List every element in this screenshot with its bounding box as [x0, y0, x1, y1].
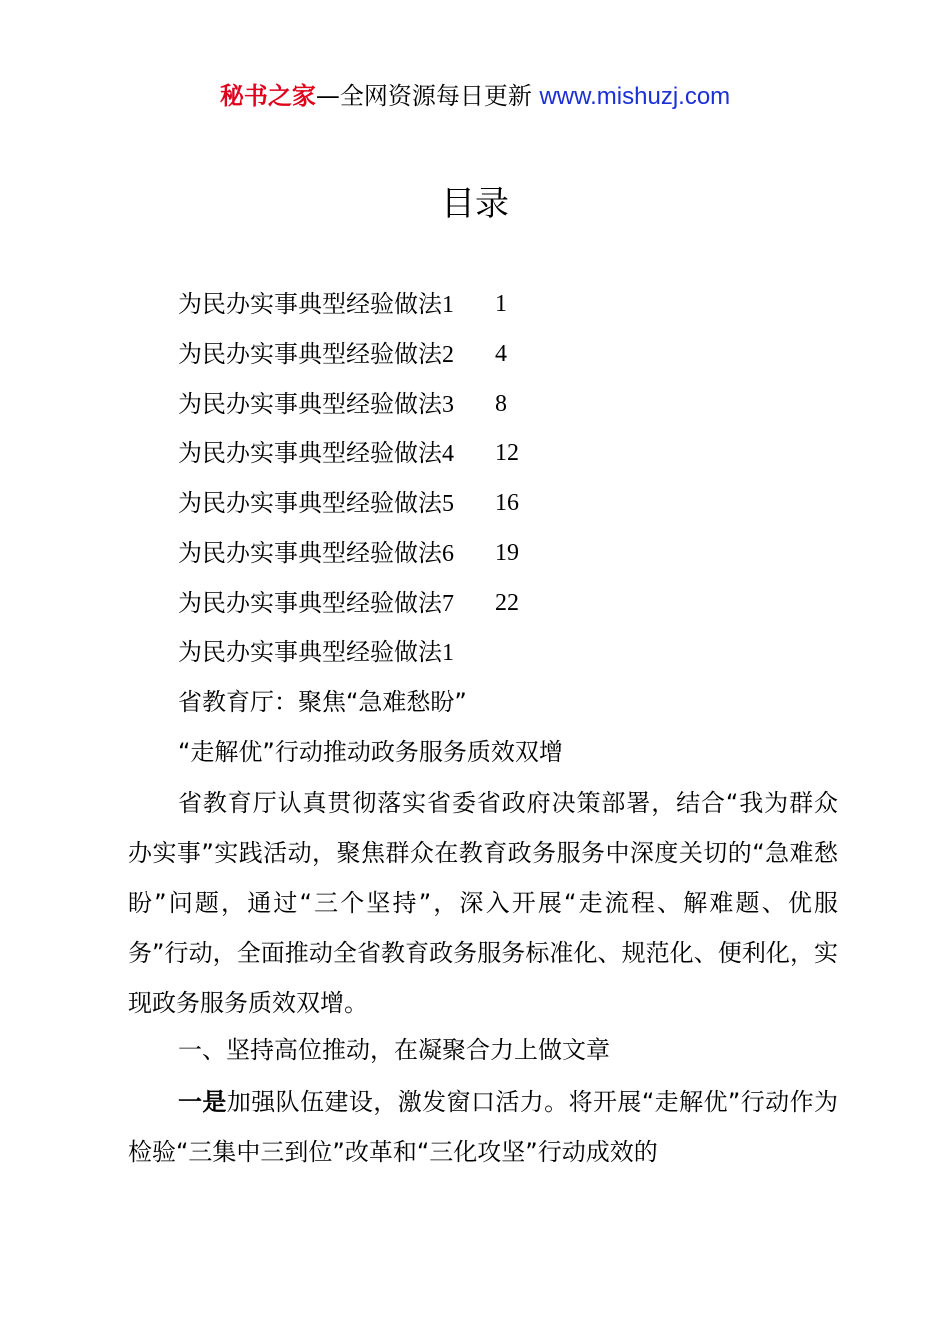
toc-entry-label: 为民办实事典型经验做法 — [178, 339, 442, 368]
toc-entry[interactable] — [178, 431, 519, 481]
toc-entry-number: 6 — [442, 540, 454, 567]
toc-entry-page: 19 — [495, 539, 519, 566]
toc-entry-page: 4 — [495, 340, 507, 367]
article-title-line-2: “走解优”行动推动政务服务质效双增 — [178, 737, 563, 766]
site-header — [0, 80, 950, 113]
toc-entry[interactable] — [178, 332, 507, 382]
toc-entry-number: 2 — [442, 341, 454, 368]
article-body — [128, 630, 838, 1178]
toc-entry-number: 4 — [442, 441, 454, 468]
toc-entry-label: 为民办实事典型经验做法 — [178, 588, 442, 617]
site-url-link[interactable]: www.mishuzj.com — [539, 83, 731, 110]
toc-entry[interactable] — [178, 481, 519, 531]
article-heading-label: 为民办实事典型经验做法 — [178, 638, 442, 666]
brand-name: 秘书之家 — [219, 82, 316, 110]
toc-entry-label: 为民办实事典型经验做法 — [178, 489, 442, 518]
table-of-contents — [178, 282, 519, 631]
point-paragraph — [128, 1078, 838, 1178]
toc-entry[interactable] — [178, 282, 507, 332]
intro-paragraph: 省教育厅认真贯彻落实省委省政府决策部署，结合“我为群众办实事”实践活动，聚焦群众在教育政务服务中深度关切的“急难愁盼”问题，通过“三个坚持”，深入开展“走流程、解难题、优服务”行动，全面推动全省教育政务服务标准化、规范化、便利化，实现政务服务质效双增。 — [128, 789, 838, 1017]
toc-entry-label: 为民办实事典型经验做法 — [178, 389, 442, 418]
toc-entry-number: 7 — [442, 590, 454, 617]
toc-entry[interactable] — [178, 531, 519, 581]
article-heading-number: 1 — [442, 640, 454, 666]
header-tagline: —全网资源每日更新 — [315, 82, 532, 110]
point-text: 加强队伍建设，激发窗口活力。将开展“走解优”行动作为检验“三集中三到位”改革和“三化攻坚”行动成效的 — [128, 1088, 838, 1166]
toc-entry[interactable] — [178, 581, 519, 631]
toc-entry-number: 1 — [442, 292, 454, 318]
toc-entry-page: 8 — [495, 390, 507, 417]
toc-entry-label: 为民办实事典型经验做法 — [178, 439, 442, 468]
section-heading: 一、坚持高位推动，在凝聚合力上做文章 — [178, 1036, 610, 1065]
toc-entry-number: 3 — [442, 391, 454, 418]
toc-entry-label: 为民办实事典型经验做法 — [178, 290, 442, 318]
toc-entry-page: 1 — [495, 291, 507, 317]
article-heading — [128, 630, 838, 680]
toc-entry-page: 16 — [495, 490, 519, 517]
toc-entry[interactable] — [178, 382, 507, 432]
toc-entry-label: 为民办实事典型经验做法 — [178, 538, 442, 567]
point-lead: 一是 — [178, 1088, 227, 1117]
toc-entry-page: 12 — [495, 440, 519, 467]
toc-entry-page: 22 — [495, 589, 519, 616]
toc-entry-number: 5 — [442, 491, 454, 518]
article-title-line-1: 省教育厅：聚焦“急难愁盼” — [178, 687, 467, 716]
toc-title: 目录 — [441, 184, 509, 224]
